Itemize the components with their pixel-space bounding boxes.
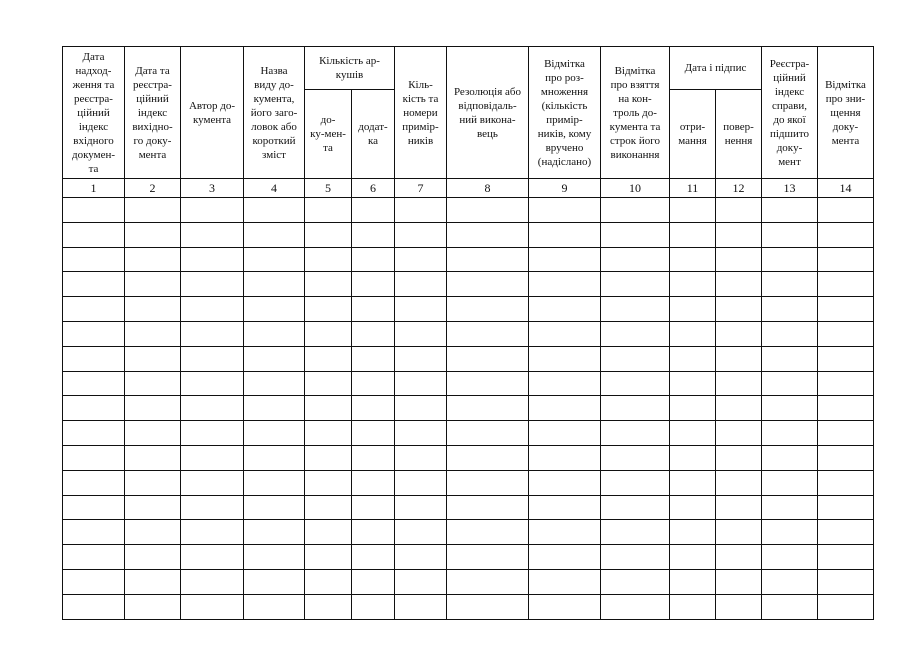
empty-cell <box>244 569 305 594</box>
empty-cell <box>181 396 244 421</box>
empty-cell <box>670 396 716 421</box>
empty-cell <box>447 371 529 396</box>
empty-cell <box>352 222 395 247</box>
empty-cell <box>818 594 874 619</box>
empty-cell <box>395 396 447 421</box>
empty-cell <box>244 371 305 396</box>
empty-cell <box>762 594 818 619</box>
empty-cell <box>125 594 181 619</box>
empty-cell <box>181 346 244 371</box>
header-destruction-mark: Відмітка про зни- щення доку- мента <box>818 47 874 179</box>
empty-cell <box>244 594 305 619</box>
column-number: 1 <box>63 179 125 198</box>
header-copies: Кіль- кість та номери примір- ників <box>395 47 447 179</box>
empty-cell <box>762 495 818 520</box>
empty-cell <box>305 371 352 396</box>
empty-cell <box>716 594 762 619</box>
empty-cell <box>352 346 395 371</box>
empty-cell <box>529 321 601 346</box>
empty-cell <box>601 470 670 495</box>
column-number: 4 <box>244 179 305 198</box>
header-sheets-attachment: додат- ка <box>352 90 395 179</box>
empty-cell <box>305 569 352 594</box>
empty-cell <box>447 396 529 421</box>
empty-cell <box>762 222 818 247</box>
empty-cell <box>244 297 305 322</box>
empty-cell <box>125 421 181 446</box>
column-number: 7 <box>395 179 447 198</box>
empty-cell <box>762 297 818 322</box>
table-row <box>63 247 874 272</box>
column-number: 8 <box>447 179 529 198</box>
empty-cell <box>529 445 601 470</box>
empty-cell <box>352 396 395 421</box>
empty-cell <box>63 222 125 247</box>
column-number: 11 <box>670 179 716 198</box>
header-case-index: Реєстра- ційний індекс справи, до якої підшито докy- мент <box>762 47 818 179</box>
empty-cell <box>352 321 395 346</box>
empty-cell <box>305 247 352 272</box>
empty-cell <box>818 470 874 495</box>
table-row <box>63 346 874 371</box>
empty-cell <box>670 545 716 570</box>
empty-cell <box>125 247 181 272</box>
empty-cell <box>305 545 352 570</box>
empty-cell <box>670 495 716 520</box>
empty-cell <box>125 371 181 396</box>
empty-cell <box>762 445 818 470</box>
empty-cell <box>716 222 762 247</box>
empty-cell <box>818 520 874 545</box>
empty-cell <box>395 247 447 272</box>
empty-cell <box>818 272 874 297</box>
empty-cell <box>395 321 447 346</box>
empty-cell <box>352 272 395 297</box>
empty-cell <box>305 470 352 495</box>
empty-cell <box>762 421 818 446</box>
empty-cell <box>181 198 244 223</box>
empty-cell <box>63 198 125 223</box>
empty-cell <box>181 421 244 446</box>
header-sheet-count-group: Кількість ар- кушів <box>305 47 395 90</box>
empty-cell <box>601 445 670 470</box>
column-number: 10 <box>601 179 670 198</box>
empty-cell <box>447 247 529 272</box>
empty-cell <box>352 297 395 322</box>
empty-cell <box>818 321 874 346</box>
empty-cell <box>762 545 818 570</box>
empty-cell <box>601 297 670 322</box>
empty-cell <box>305 346 352 371</box>
empty-cell <box>125 545 181 570</box>
empty-cell <box>818 545 874 570</box>
empty-cell <box>305 198 352 223</box>
empty-cell <box>244 272 305 297</box>
empty-cell <box>181 520 244 545</box>
empty-cell <box>181 321 244 346</box>
header-returned: повер- нення <box>716 90 762 179</box>
empty-cell <box>601 495 670 520</box>
empty-cell <box>181 470 244 495</box>
table-row <box>63 445 874 470</box>
empty-cell <box>395 272 447 297</box>
empty-cell <box>601 569 670 594</box>
empty-cell <box>447 222 529 247</box>
empty-cell <box>529 545 601 570</box>
empty-cell <box>818 445 874 470</box>
empty-cell <box>181 272 244 297</box>
empty-cell <box>716 297 762 322</box>
empty-cell <box>716 371 762 396</box>
empty-cell <box>447 346 529 371</box>
empty-cell <box>447 569 529 594</box>
empty-cell <box>716 545 762 570</box>
table-row <box>63 545 874 570</box>
empty-cell <box>716 495 762 520</box>
empty-cell <box>63 520 125 545</box>
empty-cell <box>601 594 670 619</box>
header-received: отри- мання <box>670 90 716 179</box>
empty-cell <box>762 272 818 297</box>
empty-cell <box>529 569 601 594</box>
empty-cell <box>181 445 244 470</box>
empty-cell <box>670 346 716 371</box>
empty-cell <box>447 321 529 346</box>
empty-cell <box>181 569 244 594</box>
empty-cell <box>395 594 447 619</box>
column-number: 13 <box>762 179 818 198</box>
empty-cell <box>63 247 125 272</box>
header-receipt-date-index: Дата надход- ження та реєстра- ційний індекс вхідного докумен- та <box>63 47 125 179</box>
empty-cell <box>63 470 125 495</box>
table-body <box>63 198 874 620</box>
empty-cell <box>762 198 818 223</box>
empty-cell <box>529 346 601 371</box>
empty-cell <box>670 470 716 495</box>
empty-cell <box>244 198 305 223</box>
empty-cell <box>670 569 716 594</box>
empty-cell <box>762 346 818 371</box>
empty-cell <box>244 520 305 545</box>
empty-cell <box>716 520 762 545</box>
empty-cell <box>63 495 125 520</box>
table-header <box>63 47 874 198</box>
empty-cell <box>395 520 447 545</box>
empty-cell <box>670 198 716 223</box>
empty-cell <box>395 198 447 223</box>
empty-cell <box>447 272 529 297</box>
empty-cell <box>670 321 716 346</box>
empty-cell <box>716 396 762 421</box>
table-row <box>63 569 874 594</box>
empty-cell <box>352 371 395 396</box>
empty-cell <box>305 222 352 247</box>
header-control-mark: Відмітка про взяття на кон- троль до- кумента та строк його виконання <box>601 47 670 179</box>
empty-cell <box>447 421 529 446</box>
empty-cell <box>244 445 305 470</box>
table-row <box>63 222 874 247</box>
empty-cell <box>447 470 529 495</box>
empty-cell <box>352 569 395 594</box>
empty-cell <box>762 520 818 545</box>
empty-cell <box>305 421 352 446</box>
empty-cell <box>181 545 244 570</box>
empty-cell <box>716 247 762 272</box>
empty-cell <box>670 371 716 396</box>
empty-cell <box>181 371 244 396</box>
empty-cell <box>670 594 716 619</box>
empty-cell <box>125 222 181 247</box>
table-row <box>63 421 874 446</box>
empty-cell <box>762 569 818 594</box>
empty-cell <box>762 470 818 495</box>
empty-cell <box>716 569 762 594</box>
empty-cell <box>352 198 395 223</box>
empty-cell <box>529 247 601 272</box>
empty-cell <box>529 297 601 322</box>
empty-cell <box>395 545 447 570</box>
empty-cell <box>125 396 181 421</box>
empty-cell <box>762 371 818 396</box>
table-row <box>63 297 874 322</box>
empty-cell <box>818 297 874 322</box>
empty-cell <box>244 247 305 272</box>
empty-cell <box>529 495 601 520</box>
empty-cell <box>395 371 447 396</box>
empty-cell <box>63 569 125 594</box>
table-row <box>63 321 874 346</box>
empty-cell <box>125 297 181 322</box>
empty-cell <box>395 297 447 322</box>
empty-cell <box>716 272 762 297</box>
empty-cell <box>181 594 244 619</box>
empty-cell <box>63 421 125 446</box>
empty-cell <box>601 520 670 545</box>
document-registration-table <box>62 46 874 620</box>
empty-cell <box>244 421 305 446</box>
empty-cell <box>601 346 670 371</box>
table-row <box>63 594 874 619</box>
empty-cell <box>601 371 670 396</box>
empty-cell <box>395 495 447 520</box>
empty-cell <box>818 421 874 446</box>
empty-cell <box>601 396 670 421</box>
empty-cell <box>244 545 305 570</box>
empty-cell <box>601 421 670 446</box>
header-author: Автор до- кумента <box>181 47 244 179</box>
header-row-top <box>63 47 874 90</box>
empty-cell <box>447 495 529 520</box>
empty-cell <box>352 495 395 520</box>
empty-cell <box>601 247 670 272</box>
header-resolution: Резолюція або відповідаль- ний викона- вець <box>447 47 529 179</box>
empty-cell <box>125 520 181 545</box>
empty-cell <box>529 272 601 297</box>
empty-cell <box>63 445 125 470</box>
empty-cell <box>125 272 181 297</box>
empty-cell <box>395 445 447 470</box>
table-row <box>63 495 874 520</box>
empty-cell <box>395 222 447 247</box>
empty-cell <box>244 346 305 371</box>
empty-cell <box>125 470 181 495</box>
empty-cell <box>352 247 395 272</box>
empty-cell <box>352 545 395 570</box>
header-outgoing-date-index: Дата та реєстра- ційний індекс вихідно- го доку- мента <box>125 47 181 179</box>
empty-cell <box>181 247 244 272</box>
empty-cell <box>670 445 716 470</box>
empty-cell <box>305 396 352 421</box>
header-sheets-document: до- ку-мен- та <box>305 90 352 179</box>
empty-cell <box>181 495 244 520</box>
empty-cell <box>395 470 447 495</box>
empty-cell <box>244 321 305 346</box>
empty-cell <box>244 470 305 495</box>
table-row <box>63 198 874 223</box>
empty-cell <box>716 321 762 346</box>
empty-cell <box>601 272 670 297</box>
empty-cell <box>716 421 762 446</box>
column-number: 2 <box>125 179 181 198</box>
table-row <box>63 396 874 421</box>
empty-cell <box>762 321 818 346</box>
empty-cell <box>305 321 352 346</box>
empty-cell <box>762 396 818 421</box>
empty-cell <box>352 470 395 495</box>
empty-cell <box>716 470 762 495</box>
empty-cell <box>125 321 181 346</box>
column-number: 5 <box>305 179 352 198</box>
empty-cell <box>529 371 601 396</box>
empty-cell <box>529 520 601 545</box>
empty-cell <box>125 198 181 223</box>
empty-cell <box>447 545 529 570</box>
empty-cell <box>601 198 670 223</box>
table-row <box>63 371 874 396</box>
empty-cell <box>716 198 762 223</box>
empty-cell <box>125 495 181 520</box>
empty-cell <box>63 371 125 396</box>
empty-cell <box>529 222 601 247</box>
empty-cell <box>305 495 352 520</box>
empty-cell <box>63 321 125 346</box>
empty-cell <box>352 445 395 470</box>
header-date-signature-group: Дата і підпис <box>670 47 762 90</box>
header-document-title: Назва виду до- кумента, його заго- ловок або короткий зміст <box>244 47 305 179</box>
empty-cell <box>305 594 352 619</box>
empty-cell <box>63 594 125 619</box>
empty-cell <box>352 421 395 446</box>
empty-cell <box>818 396 874 421</box>
empty-cell <box>529 396 601 421</box>
table-row <box>63 470 874 495</box>
empty-cell <box>670 247 716 272</box>
header-reproduction-mark: Відмітка про роз- множення (кількість примір- ників, кому вручено (надіслано) <box>529 47 601 179</box>
empty-cell <box>447 594 529 619</box>
empty-cell <box>352 520 395 545</box>
column-number-row <box>63 179 874 198</box>
empty-cell <box>63 272 125 297</box>
column-number: 12 <box>716 179 762 198</box>
empty-cell <box>716 346 762 371</box>
empty-cell <box>529 594 601 619</box>
empty-cell <box>670 297 716 322</box>
empty-cell <box>125 569 181 594</box>
empty-cell <box>529 470 601 495</box>
empty-cell <box>601 321 670 346</box>
empty-cell <box>762 247 818 272</box>
empty-cell <box>601 545 670 570</box>
empty-cell <box>447 445 529 470</box>
empty-cell <box>125 445 181 470</box>
empty-cell <box>63 297 125 322</box>
empty-cell <box>63 545 125 570</box>
empty-cell <box>670 520 716 545</box>
empty-cell <box>670 272 716 297</box>
table-row <box>63 520 874 545</box>
empty-cell <box>670 421 716 446</box>
empty-cell <box>244 222 305 247</box>
empty-cell <box>447 520 529 545</box>
empty-cell <box>447 198 529 223</box>
empty-cell <box>181 297 244 322</box>
empty-cell <box>305 297 352 322</box>
column-number: 9 <box>529 179 601 198</box>
column-number: 6 <box>352 179 395 198</box>
empty-cell <box>395 346 447 371</box>
empty-cell <box>125 346 181 371</box>
empty-cell <box>818 495 874 520</box>
empty-cell <box>181 222 244 247</box>
empty-cell <box>529 421 601 446</box>
empty-cell <box>818 198 874 223</box>
empty-cell <box>63 396 125 421</box>
empty-cell <box>305 520 352 545</box>
empty-cell <box>818 247 874 272</box>
empty-cell <box>716 445 762 470</box>
empty-cell <box>244 396 305 421</box>
empty-cell <box>352 594 395 619</box>
empty-cell <box>818 569 874 594</box>
empty-cell <box>244 495 305 520</box>
empty-cell <box>305 445 352 470</box>
empty-cell <box>395 569 447 594</box>
column-number: 3 <box>181 179 244 198</box>
empty-cell <box>395 421 447 446</box>
empty-cell <box>601 222 670 247</box>
table-row <box>63 272 874 297</box>
empty-cell <box>63 346 125 371</box>
column-number: 14 <box>818 179 874 198</box>
empty-cell <box>818 346 874 371</box>
empty-cell <box>305 272 352 297</box>
empty-cell <box>529 198 601 223</box>
empty-cell <box>818 222 874 247</box>
empty-cell <box>818 371 874 396</box>
empty-cell <box>447 297 529 322</box>
empty-cell <box>670 222 716 247</box>
